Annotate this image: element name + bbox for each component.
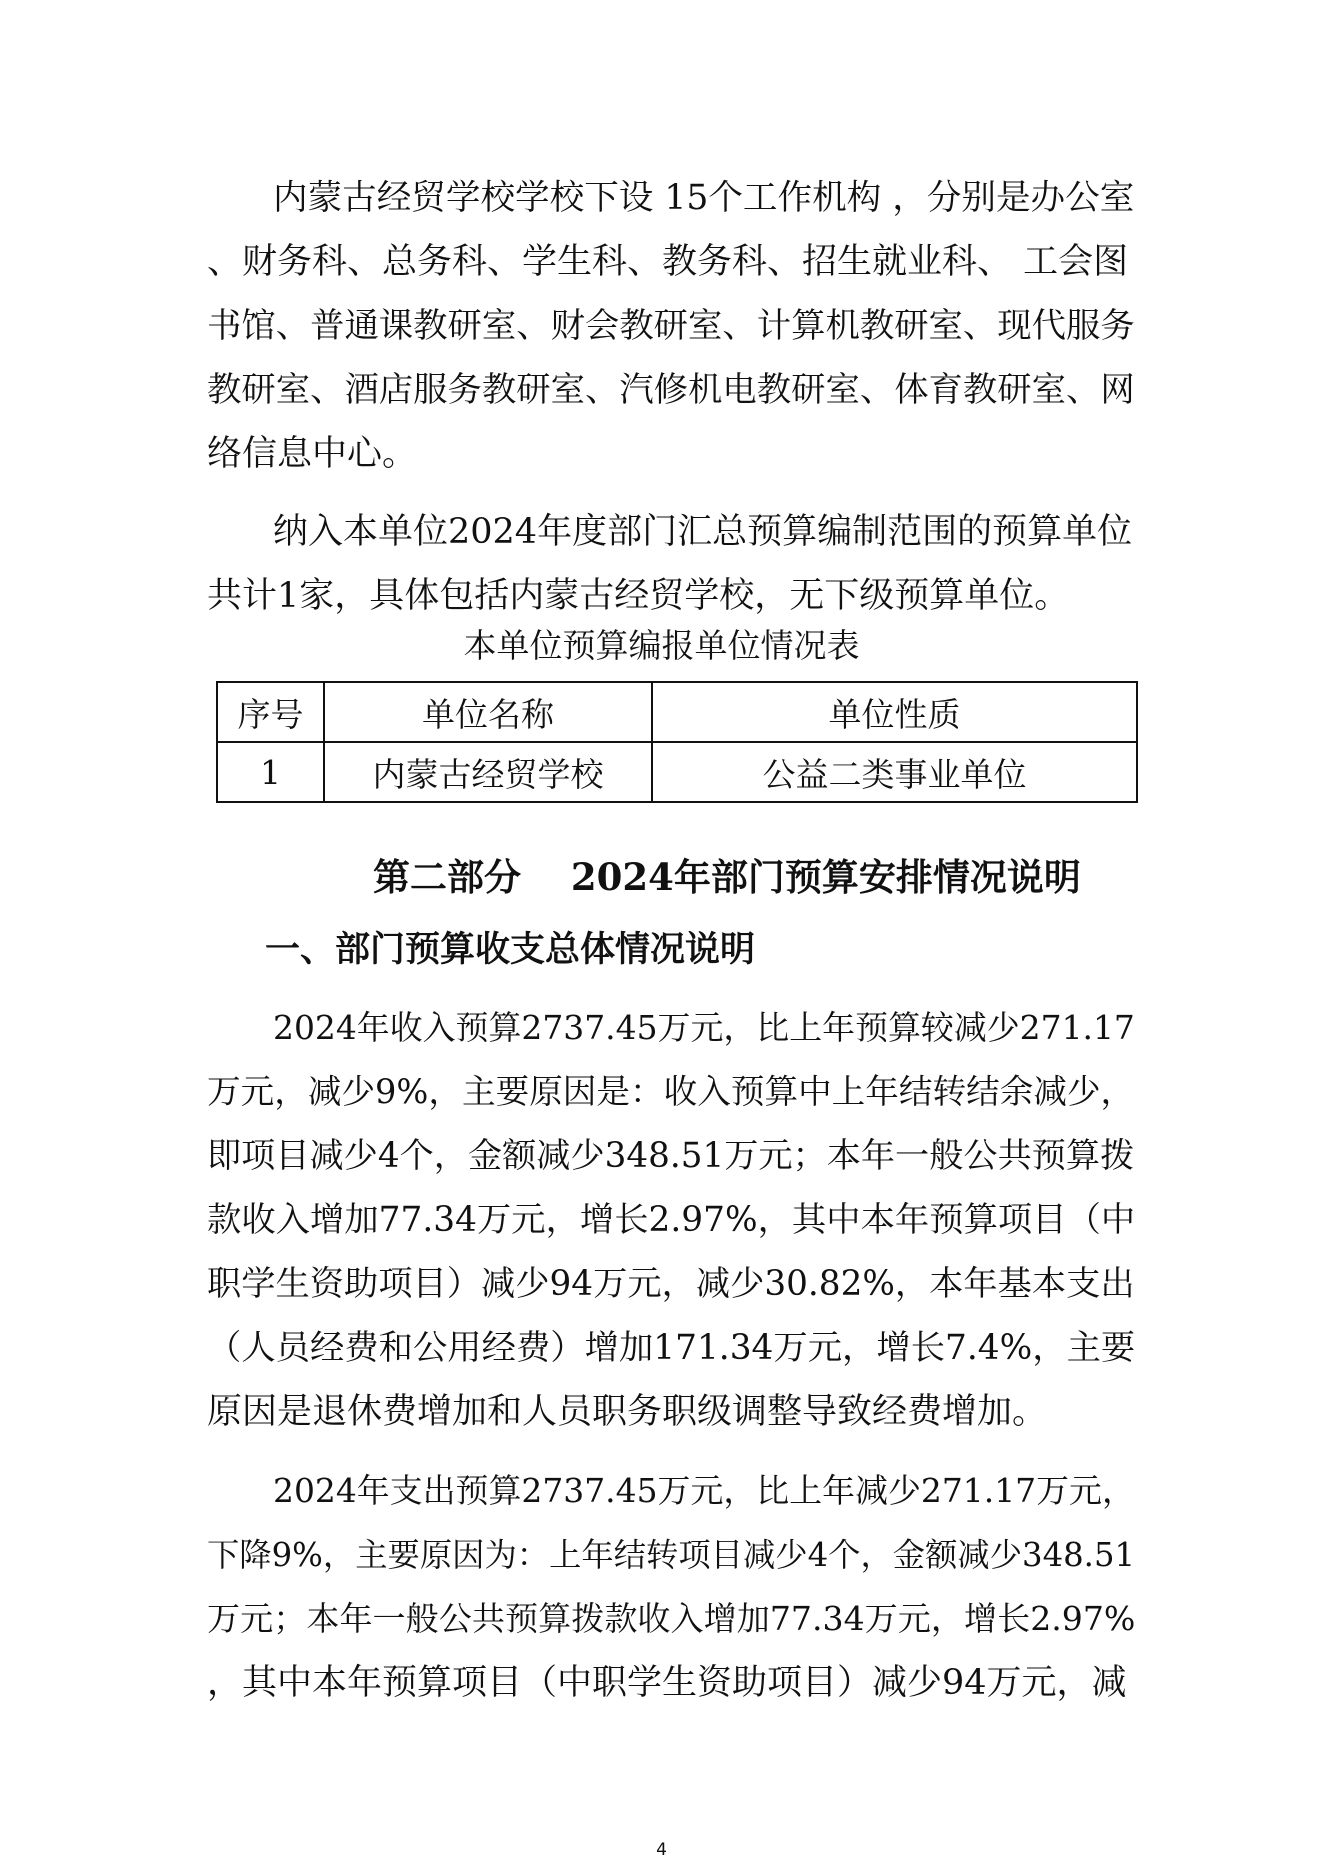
- intro-paragraph-line: 教研室、酒店服务教研室、汽修机电教研室、体育教研室、网: [207, 370, 1135, 410]
- intro-paragraph-line: 、财务科、总务科、学生科、教务科、招生就业科、 工会图: [207, 242, 1129, 282]
- cell-unit-nature: 公益二类事业单位: [652, 742, 1137, 802]
- header-seq: 序号: [217, 682, 324, 742]
- table-row: [217, 742, 1137, 802]
- expenditure-paragraph-line: 下降9%，主要原因为：上年结转项目减少4个，金额减少348.51: [207, 1536, 1136, 1574]
- intro-paragraph-line: 书馆、普通课教研室、财会教研室、计算机教研室、现代服务: [207, 306, 1135, 346]
- header-unit-nature: 单位性质: [652, 682, 1137, 742]
- expenditure-paragraph-line: 2024年支出预算2737.45万元，比上年减少271.17万元，: [273, 1471, 1135, 1510]
- scope-paragraph-line: 共计1家，具体包括内蒙古经贸学校，无下级预算单位。: [207, 576, 1070, 616]
- income-paragraph-line: 原因是退休费增加和人员职务职级调整导致经费增加。: [207, 1392, 1048, 1432]
- expenditure-paragraph-line: 万元；本年一般公共预算拨款收入增加77.34万元，增长2.97%: [207, 1599, 1136, 1638]
- table-header-row: [217, 682, 1137, 742]
- table-caption: 本单位预算编报单位情况表: [463, 626, 860, 665]
- intro-paragraph-line: 络信息中心。: [207, 434, 418, 474]
- income-paragraph-line: 职学生资助项目）减少94万元，减少30.82%，本年基本支出: [207, 1264, 1135, 1304]
- cell-seq: 1: [217, 742, 324, 802]
- expenditure-paragraph-line: ，其中本年预算项目（中职学生资助项目）减少94万元，减: [207, 1663, 1127, 1703]
- income-paragraph-line: （人员经费和公用经费）增加171.34万元，增长7.4%，主要: [207, 1328, 1136, 1368]
- section-one-heading: 一、部门预算收支总体情况说明: [265, 930, 756, 970]
- income-paragraph-line: 款收入增加77.34万元，增长2.97%，其中本年预算项目（中: [207, 1200, 1136, 1240]
- income-paragraph-line: 2024年收入预算2737.45万元，比上年预算较减少271.17: [273, 1008, 1135, 1047]
- unit-table: [216, 681, 1138, 803]
- part-two-heading: 第二部分 2024年部门预算安排情况说明: [373, 855, 1081, 899]
- header-unit-name: 单位名称: [324, 682, 652, 742]
- scope-paragraph-line: 纳入本单位2024年度部门汇总预算编制范围的预算单位: [273, 512, 1133, 552]
- income-paragraph-line: 即项目减少4个，金额减少348.51万元；本年一般公共预算拨: [207, 1136, 1135, 1176]
- cell-unit-name: 内蒙古经贸学校: [324, 742, 652, 802]
- income-paragraph-line: 万元，减少9%，主要原因是：收入预算中上年结转结余减少，: [207, 1072, 1135, 1111]
- intro-paragraph-line: 内蒙古经贸学校学校下设 15个工作机构 ，分别是办公室: [273, 178, 1135, 218]
- page-number: 4: [656, 1840, 667, 1860]
